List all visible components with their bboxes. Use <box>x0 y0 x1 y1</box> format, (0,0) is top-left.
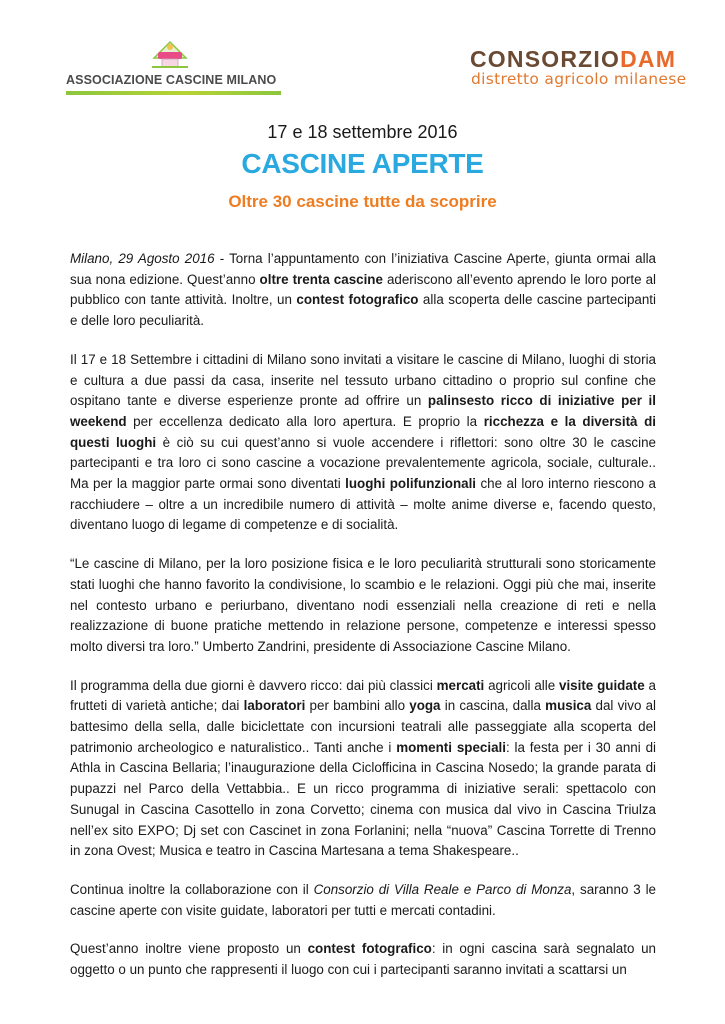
text-run: in cascina, dalla <box>440 698 546 714</box>
bold-text: contest fotografico <box>296 292 419 308</box>
text-run: : la festa per i 30 anni di Athla in Cascina Bellaria; l’inaugurazione della Ciclofficina in Cascina Nosedo; la grande parata di pupazzi nel Parco della Vettabbia.. E un ricco programma di iniziative serali: spettacolo con Sunugal in Cascina Casottello in zona Corvetto; cinema con musica dal vivo in Cascina Triulza nell’ex sito EXPO; Dj set con Cascinet in zona Forlanini; nella “nuova” Cascina Torrette di Trenno in zona Ovest; Musica e teatro in Cascina Martesana a tema Shakespeare.. <box>70 739 656 859</box>
text-run: aderiscono all’evento aprendo le loro porte al pubblico con tante attività. Inoltre, un <box>70 271 656 308</box>
bold-text: laboratori <box>243 698 306 714</box>
consorzio-dam-name <box>470 46 676 73</box>
bold-text: mercati <box>436 677 485 693</box>
text-run: agricoli alle <box>484 677 560 693</box>
cascina-emblem-icon <box>148 36 192 70</box>
paragraph-invitation <box>70 350 656 536</box>
bold-text: momenti speciali <box>396 739 506 755</box>
text-run: dal vivo al battesimo della sella, dalle biciclettate con incursioni teatrali alle passeggiate alla scoperta del patrimonio archeologico e naturalistico.. Tanti anche i <box>70 698 657 755</box>
text-run: , saranno 3 le cascine aperte con visite guidate, laboratori per tutti e mercati contadini. <box>70 881 656 918</box>
paragraph-quote <box>70 554 656 658</box>
consorzio-dam-subtitle: distretto agricolo milanese <box>471 70 687 88</box>
page-title: CASCINE APERTE <box>241 148 484 179</box>
text-run: per eccellenza dedicato alla loro apertura. E proprio la <box>126 413 484 429</box>
bold-text: ricchezza e la diversità di questi luoghi <box>70 413 656 450</box>
text-run: Il 17 e 18 Settembre i cittadini di Milano sono invitati a visitare le cascine di Milano, luoghi di storia e cultura a due passi da casa, inserite nel tessuto urbano cittadino o proprio sul confine che ospitano tante e diverse esperienze pronte ad offrire un <box>70 351 656 409</box>
text-run: a frutteti di varietà antiche; dai <box>70 677 656 714</box>
logo-underline <box>66 91 281 95</box>
text-run: “Le cascine di Milano, per la loro posizione fisica e le loro peculiarità strutturali sono storicamente stati luoghi che hanno favorito la condivisione, lo scambio e le relazioni. Oggi più che mai, inserite nel contesto urbano e periurbano, diventano nodi essenziali nella creazione di reti e nella realizzazione di buone pratiche mettendo in relazione persone, competenze e interessi spesso molto diversi tra loro.” Umberto Zandrini, presidente di Associazione Cascine Milano. <box>70 556 656 654</box>
page-subtitle: Oltre 30 cascine tutte da scoprire <box>228 192 497 211</box>
text-run: è ciò su cui quest’anno si vuole accendere i riflettori: sono oltre 30 le cascine partecipanti e tra loro ci sono cascine a vocazione prevalentemente agricola, sociale, culturale.. Ma per la maggior parte ormai sono diventati <box>70 434 656 492</box>
text-run: Quest’anno inoltre viene proposto un <box>70 941 308 957</box>
article-body <box>70 249 656 999</box>
bold-text: luoghi polifunzionali <box>345 476 477 492</box>
bold-text: palinsesto ricco di iniziative per il weekend <box>70 393 656 429</box>
italic-text: Consorzio di Villa Reale e Parco di Monza <box>313 881 572 897</box>
text-run: alla scoperta delle cascine partecipanti e delle loro peculiarità. <box>70 292 656 329</box>
paragraph-intro <box>70 249 656 332</box>
text-run: : in ogni cascina sarà segnalato un oggetto o un punto che rappresenti il luogo con cui i partecipanti saranno invitati a scattarsi un <box>70 941 656 978</box>
text-run: che al loro interno riescono a racchiudere – oltre a un incredibile numero di attività – molte anime diverse e, facendo questo, diventano luogo di legame di competenze e di socialità. <box>70 476 656 533</box>
text-run: per bambini allo <box>305 698 410 714</box>
consorzio-dam-logo <box>470 46 700 96</box>
paragraph-monza <box>70 880 656 921</box>
dateline: Milano, 29 Agosto 2016 <box>70 251 215 266</box>
consorzio-word: CONSORZIO <box>470 46 621 72</box>
bold-text: oltre trenta cascine <box>259 271 383 287</box>
associazione-cascine-milano-name: ASSOCIAZIONE CASCINE MILANO <box>66 73 277 87</box>
event-date: 17 e 18 settembre 2016 <box>267 122 458 142</box>
text-run: - Torna l’appuntamento con l’iniziativa Cascine Aperte, giunta ormai alla sua nona edizione. Quest’anno <box>70 251 656 287</box>
text-run: Continua inoltre la collaborazione con il <box>70 881 314 897</box>
bold-text: musica <box>545 698 592 714</box>
associazione-cascine-milano-logo <box>66 36 281 96</box>
bold-text: yoga <box>409 698 441 714</box>
text-run: Il programma della due giorni è davvero ricco: dai più classici <box>70 677 437 693</box>
bold-text: contest fotografico <box>307 941 432 957</box>
bold-text: visite guidate <box>559 677 645 693</box>
paragraph-contest <box>70 939 656 980</box>
dam-word: DAM <box>620 46 677 72</box>
paragraph-program <box>70 676 656 862</box>
